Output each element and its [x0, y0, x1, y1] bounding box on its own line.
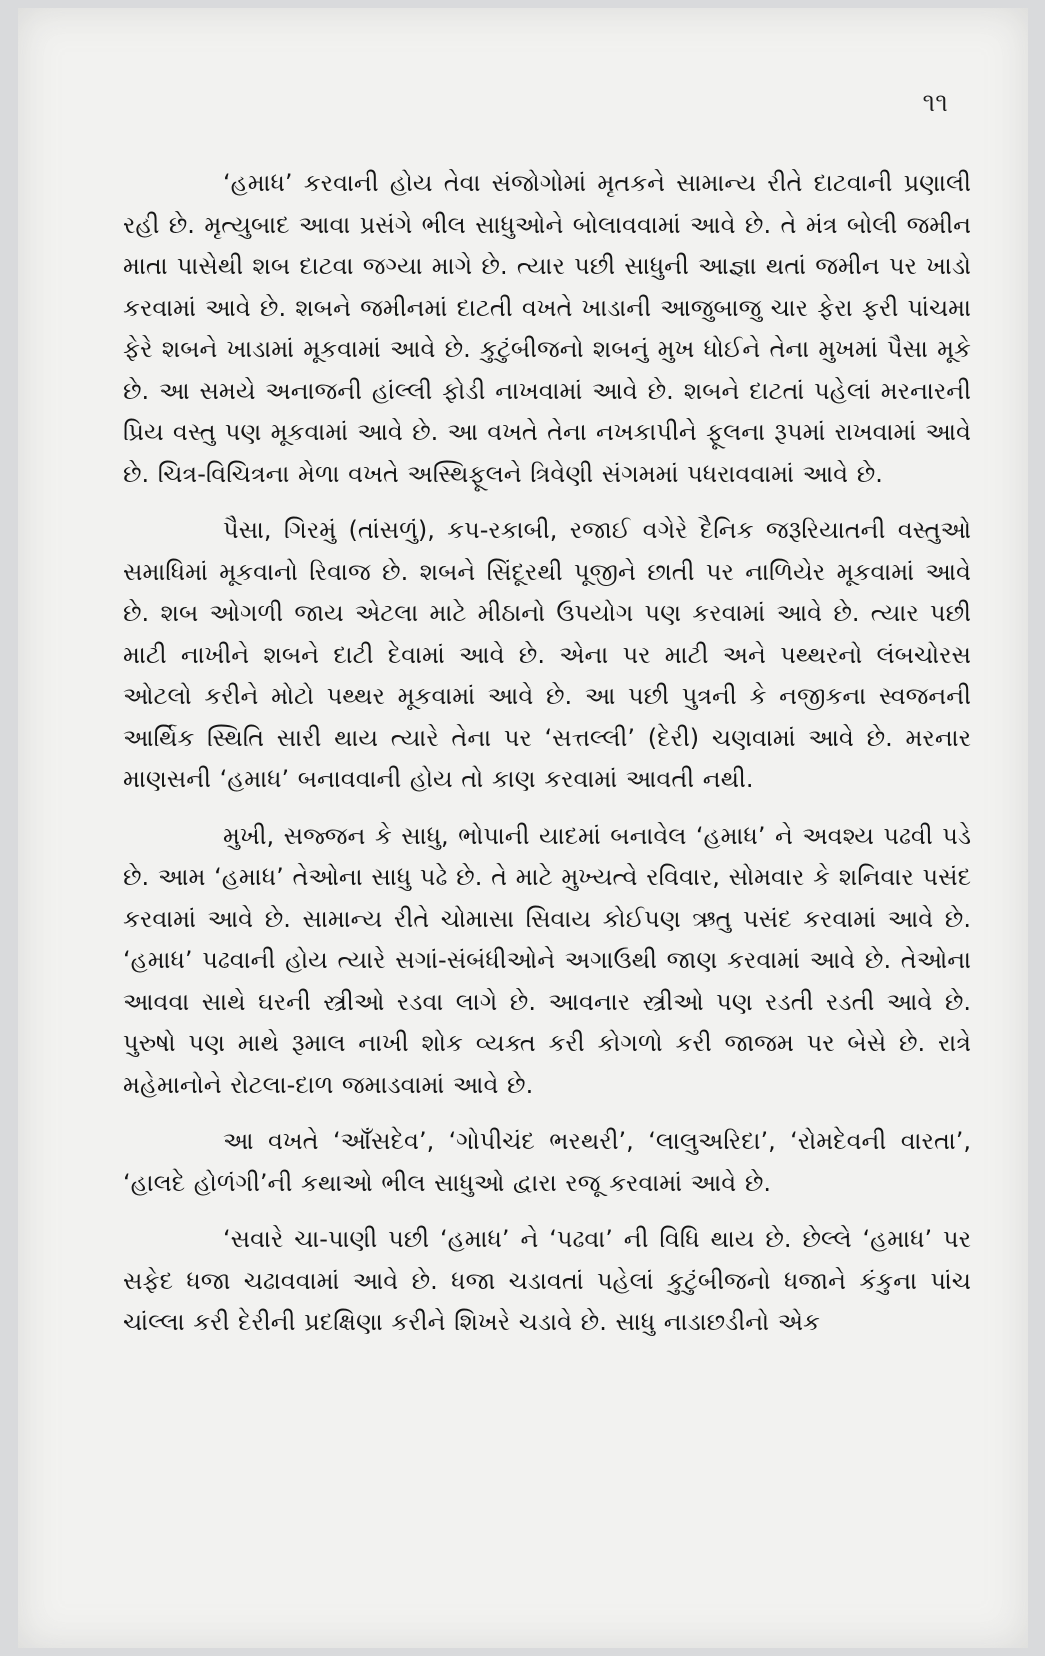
- page-body: [123, 163, 971, 1359]
- paragraph-5: ‘સવારે ચા-પાણી પછી ‘હમાધ’ ને ‘પઢવા’ ની વિધિ થાય છે. છેલ્લે ‘હમાધ’ પર સફેદ ધજા ચઢાવવામાં આવે છે. ધજા ચડાવતાં પહેલાં કુટુંબીજનો ધજાને કંકુના પાંચ ચાંલ્લા કરી દેરીની પ્રદક્ષિણા કરીને શિખરે ચડાવે છે. સાધુ નાડાછડીનો એક: [123, 1225, 971, 1336]
- paragraph-3: મુખી, સજ્જન કે સાધુ, ભોપાની યાદમાં બનાવેલ ‘હમાધ’ ને અવશ્ય પઢવી પડે છે. આમ ‘હમાધ’ તેઓના સાધુ પઢે છે. તે માટે મુખ્યત્વે રવિવાર, સોમવાર કે શનિવાર પસંદ કરવામાં આવે છે. સામાન્ય રીતે ચોમાસા સિવાય કોઈપણ ઋતુ પસંદ કરવામાં આવે છે. ‘હમાધ’ પઢવાની હોય ત્યારે સગાં-સંબંધીઓને અગાઉથી જાણ કરવામાં આવે છે. તેઓના આવવા સાથે ઘરની સ્ત્રીઓ રડવા લાગે છે. આવનાર સ્ત્રીઓ પણ રડતી રડતી આવે છે. પુરુષો પણ માથે રૂમાલ નાખી શોક વ્યક્ત કરી કોગળો કરી જાજમ પર બેસે છે. રાત્રે મહેમાનોને રોટલા-દાળ જમાડવામાં આવે છે.: [123, 821, 971, 1099]
- paragraph-4: આ વખતે ‘આઁસદેવ’, ‘ગોપીચંદ ભરથરી’, ‘લાલુઅરિદા’, ‘રોમદેવની વારતા’, ‘હાલદે હોળંગી’ની કથાઓ ભીલ સાધુઓ દ્વારા રજૂ કરવામાં આવે છે.: [123, 1127, 971, 1197]
- paragraph-1: ‘હમાધ’ કરવાની હોય તેવા સંજોગોમાં મૃતકને સામાન્ય રીતે દાટવાની પ્રણાલી રહી છે. મૃત્યુબાદ આવા પ્રસંગે ભીલ સાધુઓને બોલાવવામાં આવે છે. તે મંત્ર બોલી જમીન માતા પાસેથી શબ દાટવા જગ્યા માગે છે. ત્યાર પછી સાધુની આજ્ઞા થતાં જમીન પર ખાડો કરવામાં આવે છે. શબને જમીનમાં દાટતી વખતે ખાડાની આજુબાજુ ચાર ફેરા ફરી પાંચમા ફેરે શબને ખાડામાં મૂકવામાં આવે છે. કુટુંબીજનો શબનું મુખ ધોઈને તેના મુખમાં પૈસા મૂકે છે. આ સમયે અનાજની હાંલ્લી ફોડી નાખવામાં આવે છે. શબને દાટતાં પહેલાં મરનારની પ્રિય વસ્તુ પણ મૂકવામાં આવે છે. આ વખતે તેના નખકાપીને ફૂલના રૂપમાં રાખવામાં આવે છે. ચિત્ર-વિચિત્રના મેળા વખતે અસ્થિફૂલને ત્રિવેણી સંગમમાં પધરાવવામાં આવે છે.: [123, 169, 971, 488]
- book-page: [18, 8, 1028, 1648]
- paragraph-2: પૈસા, ગિરમું (તાંસળું), કપ-રકાબી, રજાઈ વગેરે દૈનિક જરૂરિયાતની વસ્તુઓ સમાધિમાં મૂકવાનો રિવાજ છે. શબને સિંદૂરથી પૂજીને છાતી પર નાળિયેર મૂકવામાં આવે છે. શબ ઓગળી જાય એટલા માટે મીઠાનો ઉપયોગ પણ કરવામાં આવે છે. ત્યાર પછી માટી નાખીને શબને દાટી દેવામાં આવે છે. એના પર માટી અને પથ્થરનો લંબચોરસ ઓટલો કરીને મોટો પથ્થર મૂકવામાં આવે છે. આ પછી પુત્રની કે નજીકના સ્વજનની આર્થિક સ્થિતિ સારી થાય ત્યારે તેના પર ‘સત્તલ્લી’ (દેરી) ચણવામાં આવે છે. મરનાર માણસની ‘હમાધ’ બનાવવાની હોય તો કાણ કરવામાં આવતી નથી.: [123, 516, 971, 793]
- page-number: ૧૧: [922, 88, 948, 118]
